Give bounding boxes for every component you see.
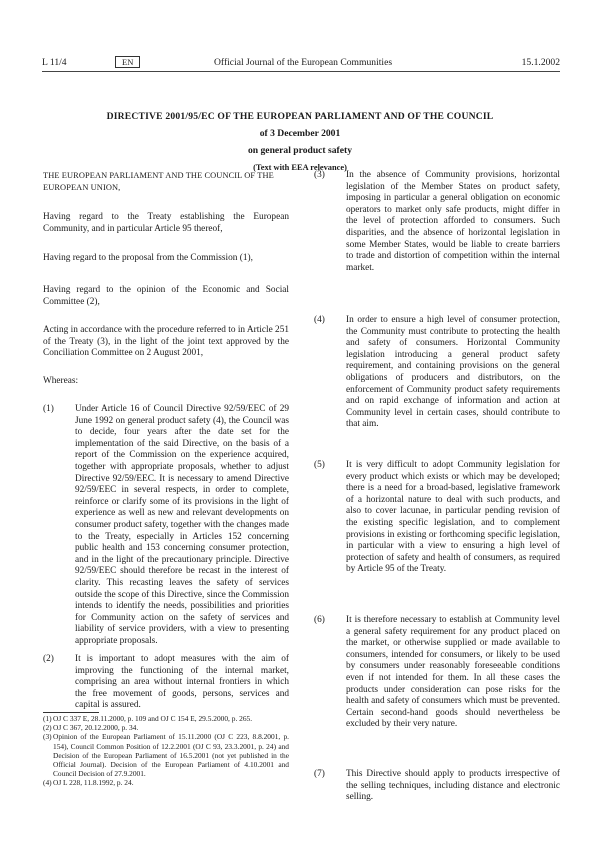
footnote-3 (43, 732, 289, 778)
language-badge: EN (115, 56, 140, 68)
citation-esc: Having regard to the opinion of the Economic and Social Committee (2), (43, 285, 289, 307)
recital-number: (6) (314, 615, 325, 625)
recital-text: This Directive should apply to products irrespective of the selling techniques, including distance and electronic selling. (346, 769, 560, 803)
recital-text: In order to ensure a high level of consumer protection, the Community must contribute to protecting the health and safety of consumers. Horizontal Community legislation introducing a general product safety requirement, and containing provisions on the general obligations of producers and distributors, on the enforcement of Community product safety requirements and on rapid exchange of information and action at Community level in certain cases, should contribute to that aim. (346, 315, 560, 430)
citation-procedure: Acting in accordance with the procedure referred to in Article 251 of the Treaty (3), in the light of the joint text approved by the Conciliation Committee on 2 August 2001, (43, 325, 289, 359)
page-reference: L 11/4 (42, 57, 67, 68)
right-column (314, 0, 560, 850)
footnote-text: OJ C 367, 20.12.2000, p. 34. (53, 723, 139, 733)
recital-7 (314, 769, 560, 804)
recital-5 (314, 460, 560, 576)
recital-number: (7) (314, 769, 325, 779)
footnote-1 (43, 714, 289, 723)
citation-commission: Having regard to the proposal from the Commission (1), (43, 253, 253, 263)
journal-title: Official Journal of the European Communities (214, 57, 393, 68)
recital-number: (5) (314, 460, 325, 470)
footnote-text: Opinion of the European Parliament of 15.11.2000 (OJ C 223, 8.8.2001, p. 154), Council Common Position of 12.2.2001 (OJ C 93, 23.3.2001, p. 24) and Decision of the European Parliament of 16.5.2001 (not yet published in the Official Journal). Decision of the European Parliament of 4.10.2001 and Council Decision of 27.9.2001. (53, 732, 289, 779)
directive-title: DIRECTIVE 2001/95/EC OF THE EUROPEAN PARLIAMENT AND OF THE COUNCIL (106, 111, 494, 122)
recital-6 (314, 615, 560, 731)
footnote-mark: (2) (43, 723, 52, 733)
recital-text: Under Article 16 of Council Directive 92/59/EEC of 29 June 1992 on general product safety (4), the Council was to decide, four years after the date set for the implementation of the said Directive, on the basis of a report of the Commission on the experience acquired, together with appropriate proposals, whether to adjust Directive 92/59/EEC. It is necessary to amend Directive 92/59/EEC in several respects, in order to complete, reinforce or clarify some of its provisions in the light of experience as well as new and relevant developments on consumer product safety, together with the changes made to the Treaty, especially in Articles 152 concerning public health and 153 concerning consumer protection, and in the light of the precautionary principle. Directive 92/59/EEC should therefore be recast in the interest of clarity. This recasting leaves the safety of services outside the scope of this Directive, since the Commission intends to identify the needs, possibilities and priorities for Community action on the safety of services and liability of service providers, with a view to presenting appropriate proposals. (75, 404, 289, 646)
directive-subject: on general product safety (247, 145, 352, 156)
citation-treaty: Having regard to the Treaty establishing the European Community, and in particular Article 95 thereof, (43, 212, 289, 234)
recital-text: It is very difficult to adopt Community legislation for every product which exists or which may be developed; there is a need for a broad-based, legislative framework of a horizontal nature to deal with such products, and also to cover lacunae, in particular pending revision of the existing specific legislation, and to complement provisions in existing or forthcoming specific legislation, in particular with a view to ensuring a high level of protection of safety and health of consumers, as required by Article 95 of the Treaty. (346, 460, 560, 575)
footnote-text: OJ C 337 E, 28.11.2000, p. 109 and OJ C 154 E, 29.5.2000, p. 265. (53, 714, 253, 723)
recital-text: It is important to adopt measures with the aim of improving the functioning of the internal market, comprising an area without internal frontiers in which the free movement of goods, persons, services and capital is assured. (75, 654, 289, 711)
footnote-text: OJ L 228, 11.8.1992, p. 24. (53, 778, 134, 788)
recital-text: It is therefore necessary to establish at Community level a general safety requirement for any product placed on the market, or otherwise supplied or made available to consumers, intended for consumers, or likely to be used by consumers under reasonably foreseeable conditions even if not intended for them. In all these cases the products under consideration can pose risks for the health and safety of consumers which must be prevented. Certain second-hand goods should nevertheless be excluded by their very nature. (346, 615, 560, 730)
recital-4 (314, 315, 560, 431)
publication-date: 15.1.2002 (521, 57, 560, 68)
recital-text: In the absence of Community provisions, horizontal legislation of the Member States on product safety, imposing in particular a general obligation on economic operators to market only safe products, might differ in the level of protection afforded to consumers. Such disparities, and the absence of horizontal legislation in some Member States, would be liable to create barriers to trade and distortion of competition within the internal market. (346, 170, 560, 273)
recital-3 (314, 170, 560, 274)
footnote-divider (43, 712, 99, 713)
eea-relevance: (Text with EEA relevance) (253, 163, 347, 172)
recital-number: (2) (43, 654, 54, 664)
recital-1 (43, 404, 289, 647)
footnote-mark: (1) (43, 714, 52, 723)
recital-number: (4) (314, 315, 325, 325)
footnotes (43, 714, 289, 788)
recital-number: (3) (314, 170, 325, 180)
directive-date: of 3 December 2001 (259, 128, 341, 139)
institutions-line: THE EUROPEAN PARLIAMENT AND THE COUNCIL OF THE EUROPEAN UNION, (43, 171, 274, 192)
whereas-heading: Whereas: (43, 376, 79, 386)
footnote-2 (43, 723, 289, 732)
footnote-4 (43, 778, 289, 787)
recital-number: (1) (43, 404, 54, 414)
footnote-mark: (3) (43, 732, 52, 742)
footnote-mark: (4) (43, 778, 52, 788)
recital-2 (43, 654, 289, 712)
